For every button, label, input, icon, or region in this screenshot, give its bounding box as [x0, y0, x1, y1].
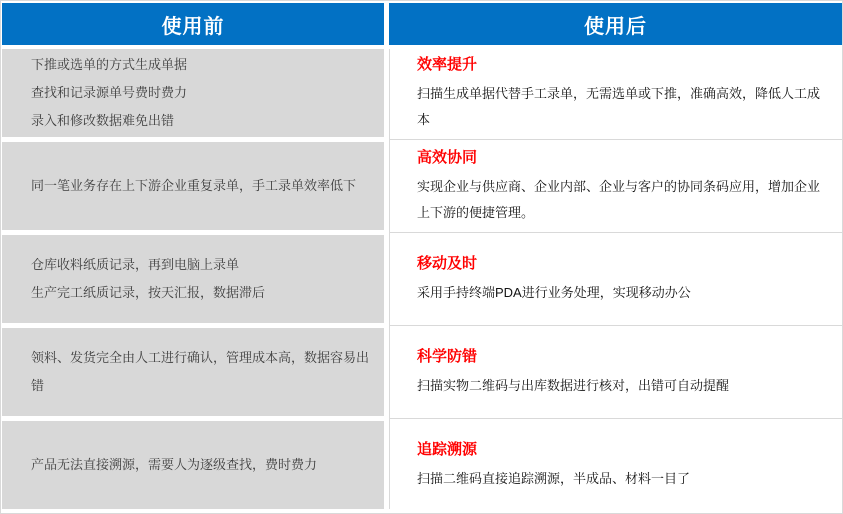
- before-line: 领料、发货完全由人工进行确认，管理成本高，数据容易出错: [31, 350, 370, 393]
- after-title: 追踪溯源: [417, 441, 478, 458]
- before-cell-row1: [2, 49, 384, 137]
- before-cell-row2: [2, 142, 384, 230]
- after-title: 移动及时: [417, 255, 478, 272]
- before-line: 产品无法直接溯源，需要人为逐级查找，费时费力: [31, 457, 318, 472]
- after-column: [389, 3, 842, 509]
- column-header-after: 使用后: [389, 3, 842, 45]
- before-line: 录入和修改数据难免出错: [31, 113, 175, 128]
- after-title: 效率提升: [417, 56, 478, 73]
- after-desc: 采用手持终端PDA进行业务处理，实现移动办公: [417, 285, 691, 300]
- after-desc: 扫描二维码直接追踪溯源，半成品、材料一目了: [417, 471, 691, 486]
- after-desc: 实现企业与供应商、企业内部、企业与客户的协同条码应用，增加企业上下游的便捷管理。: [417, 179, 821, 220]
- before-cell-row4: [2, 328, 384, 416]
- before-column-body: [2, 49, 384, 509]
- before-line: 生产完工纸质记录，按天汇报，数据滞后: [31, 285, 266, 300]
- before-cell-row3: [2, 235, 384, 323]
- before-line: 查找和记录源单号费时费力: [31, 85, 188, 100]
- after-cell-row3: [390, 235, 842, 323]
- before-line: 下推或选单的方式生成单据: [31, 57, 188, 72]
- after-cell-row1: [390, 49, 842, 137]
- after-column-body: [389, 49, 842, 509]
- after-desc: 扫描生成单据代替手工录单，无需选单或下推，准确高效，降低人工成本: [417, 86, 821, 127]
- before-cell-row5: [2, 421, 384, 509]
- after-cell-row5: [390, 421, 842, 509]
- after-cell-row4: [390, 328, 842, 416]
- before-line: 同一笔业务存在上下游企业重复录单，手工录单效率低下: [31, 178, 357, 193]
- after-desc: 扫描实物二维码与出库数据进行核对，出错可自动提醒: [417, 378, 730, 393]
- before-line: 仓库收料纸质记录，再到电脑上录单: [31, 257, 240, 272]
- after-title: 科学防错: [417, 348, 478, 365]
- column-header-before: 使用前: [2, 3, 384, 45]
- before-column: [2, 3, 384, 509]
- after-cell-row2: [390, 142, 842, 230]
- after-title: 高效协同: [417, 149, 478, 166]
